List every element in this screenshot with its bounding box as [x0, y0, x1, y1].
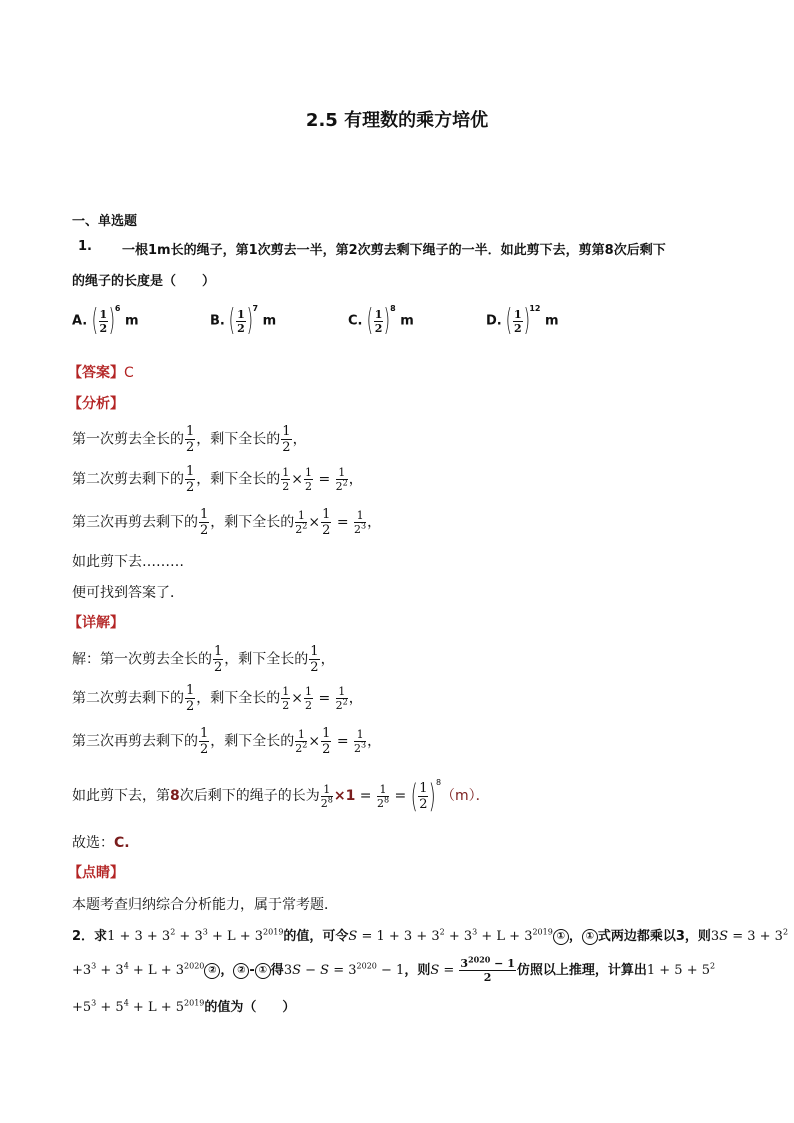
q1-option-d[interactable]: D. ( $\frac{1}{2}$ )$^{12}$ m — [486, 303, 559, 338]
detail-line-3: 第三次再剪去剩下的 $\frac{1}{2}$ ，剩下全长的 $\frac{1}{2^2}$ × $\frac{1}{2}$ = $\frac{1}{2^3}$ ， — [72, 726, 382, 757]
comment-text: 本题考查归纳综合分析能力，属于常考题． — [72, 897, 338, 913]
q1-stem-line1: 一根1m长的绳子，第1次剪去一半，第2次剪去剩下绳子的一半．如此剪下去，剪第8次后剩下 — [122, 243, 666, 258]
detail-line-4: 如此剪下去，第8次后剩下的绳子的长为 $\frac{1}{2^8}$ ×1 = $\frac{1}{2^8}$ = ( $\frac{1}{2}$ )$^8$（m）． — [72, 777, 490, 815]
page-title: 2.5 有理数的乘方培优 — [305, 110, 489, 131]
analysis-line-4: 如此剪下去……… — [72, 554, 184, 570]
q1-number: 1. — [78, 239, 92, 254]
detail-tag: 【详解】 — [68, 615, 124, 631]
q1-option-c[interactable]: C. ( $\frac{1}{2}$ )$^8$ m — [348, 303, 414, 338]
q1-option-b[interactable]: B. ( $\frac{1}{2}$ )$^7$ m — [210, 303, 277, 338]
q2-line-2: $+3^3 + 3^4 + L + 3^{2020}$ ② ， ② - ① 得$3S - S = 3^{2020} - 1$，则S = $\frac{3^{2020} - 1}{2}$ 仿照以上推理，计算出$1 + 5 + 5^2$ — [72, 954, 716, 984]
analysis-line-2: 第二次剪去剩下的 $\frac{1}{2}$ ，剩下全长的 $\frac{1}{2}$ × $\frac{1}{2}$ = $\frac{1}{2^2}$ ， — [72, 464, 363, 495]
section-heading: 一、单选题 — [72, 214, 138, 229]
detail-line-1: 解：第一次剪去全长的 $\frac{1}{2}$ ，剩下全长的 $\frac{1}{2}$ ， — [72, 644, 335, 675]
analysis-line-3: 第三次再剪去剩下的 $\frac{1}{2}$ ，剩下全长的 $\frac{1}{2^2}$ × $\frac{1}{2}$ = $\frac{1}{2^3}$ ， — [72, 507, 382, 538]
comment-tag: 【点睛】 — [68, 865, 124, 881]
answer-line: 【答案】C — [68, 365, 134, 381]
detail-line-5: 故选：C. — [72, 835, 130, 851]
analysis-line-5: 便可找到答案了． — [72, 585, 184, 601]
q2-line-3: $+5^3 + 5^4 + L + 5^{2019}$的值为（ ） — [72, 998, 296, 1015]
detail-line-2: 第二次剪去剩下的 $\frac{1}{2}$ ，剩下全长的 $\frac{1}{2}$ × $\frac{1}{2}$ = $\frac{1}{2^2}$ ， — [72, 683, 363, 714]
q2-line-1: 2．求$1 + 3 + 3^2 + 3^3 + L + 3^{2019}$的值，可令$S = 1 + 3 + 3^2 + 3^3 + L + 3^{2019}$ ① ， ① 式两边都乘以3，则$3S = 3 + 3^2$ — [72, 927, 789, 944]
analysis-tag: 【分析】 — [68, 396, 124, 412]
analysis-line-1: 第一次剪去全长的 $\frac{1}{2}$ ，剩下全长的 $\frac{1}{2}$ ， — [72, 424, 307, 455]
q1-option-a[interactable]: A. ( $\frac{1}{2}$ )$^6$ m — [72, 303, 139, 338]
q1-stem-line2: 的绳子的长度是（ ） — [72, 274, 216, 289]
